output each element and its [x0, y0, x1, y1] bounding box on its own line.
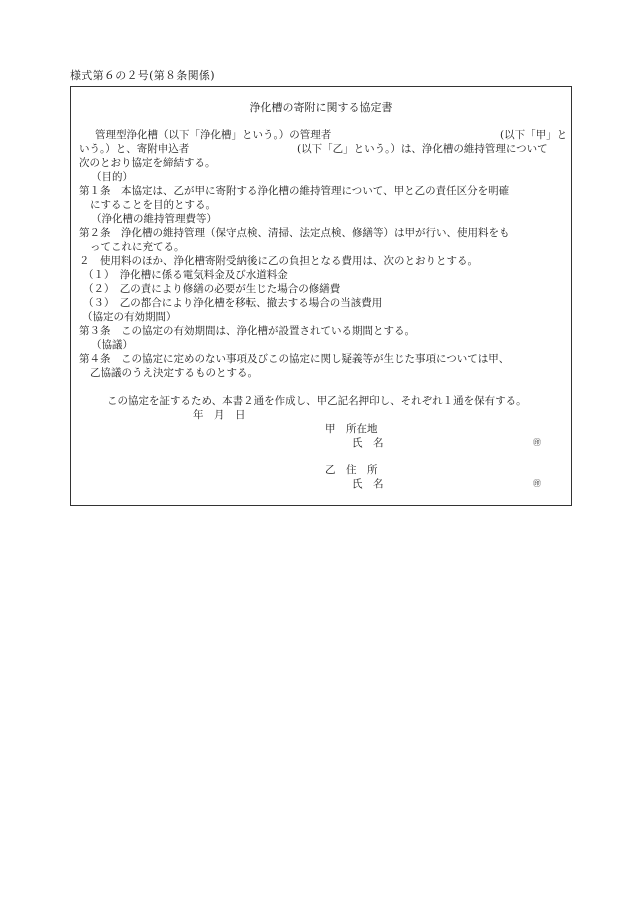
articles-line: （浄化槽の維持管理費等）	[91, 213, 217, 225]
agreement-frame	[70, 86, 572, 506]
articles-line: （１） 浄化槽に係る電気料金及び水道料金	[83, 269, 288, 281]
articles-line: （協議）	[91, 339, 133, 351]
articles-line: 第２条 浄化槽の維持管理（保守点検、清掃、法定点検、修繕等）は甲が行い、使用料をも	[79, 227, 510, 239]
closing-statement: この協定を証するため、本書２通を作成し、甲乙記名押印し、それぞれ１通を保有する。	[107, 395, 527, 407]
seal-mark-party-b: ㊞	[533, 479, 541, 488]
signatories-line: 甲 所在地	[325, 423, 378, 435]
articles-line: ってこれに充てる。	[90, 241, 185, 253]
intro-line: 管理型浄化槽（以下「浄化槽」という。）の管理者	[95, 129, 332, 141]
articles-line: 乙協議のうえ決定するものとする。	[90, 367, 258, 379]
signatories-line: 氏 名	[352, 478, 384, 490]
articles-line: にすることを目的とする。	[90, 199, 216, 211]
signatories-line: 氏 名	[352, 437, 384, 449]
intro-line: (以下「乙」という。）は、浄化槽の維持管理について	[297, 143, 548, 155]
intro-line: 次のとおり協定を締結する。	[79, 157, 216, 169]
articles-line: （目的）	[91, 171, 133, 183]
articles-line: （２） 乙の責により修繕の必要が生じた場合の修繕費	[83, 283, 341, 295]
articles-line: （３） 乙の都合により浄化槽を移転、撤去する場合の当該費用	[83, 297, 383, 309]
intro-line: (以下「甲」と	[500, 129, 568, 141]
document-title: 浄化槽の寄附に関する協定書	[249, 101, 393, 114]
articles-line: ２ 使用料のほか、浄化槽寄附受納後に乙の負担となる費用は、次のとおりとする。	[79, 255, 478, 267]
articles-line: 第１条 本協定は、乙が甲に寄附する浄化槽の維持管理について、甲と乙の責任区分を明確	[79, 185, 510, 197]
seal-mark-party-a: ㊞	[533, 438, 541, 447]
articles-line: 第３条 この協定の有効期間は、浄化槽が設置されている期間とする。	[79, 325, 415, 337]
signatories-line: 乙 住 所	[325, 464, 378, 476]
intro-line: いう。）と、寄附申込者	[79, 143, 190, 155]
articles-line: 第４条 この協定に定めのない事項及びこの協定に関し疑義等が生じた事項については甲、	[79, 353, 510, 365]
date-line: 年 月 日	[193, 409, 246, 421]
articles-line: （協定の有効期間）	[82, 311, 177, 323]
form-number-label: 様式第６の２号(第８条関係)	[70, 69, 215, 82]
